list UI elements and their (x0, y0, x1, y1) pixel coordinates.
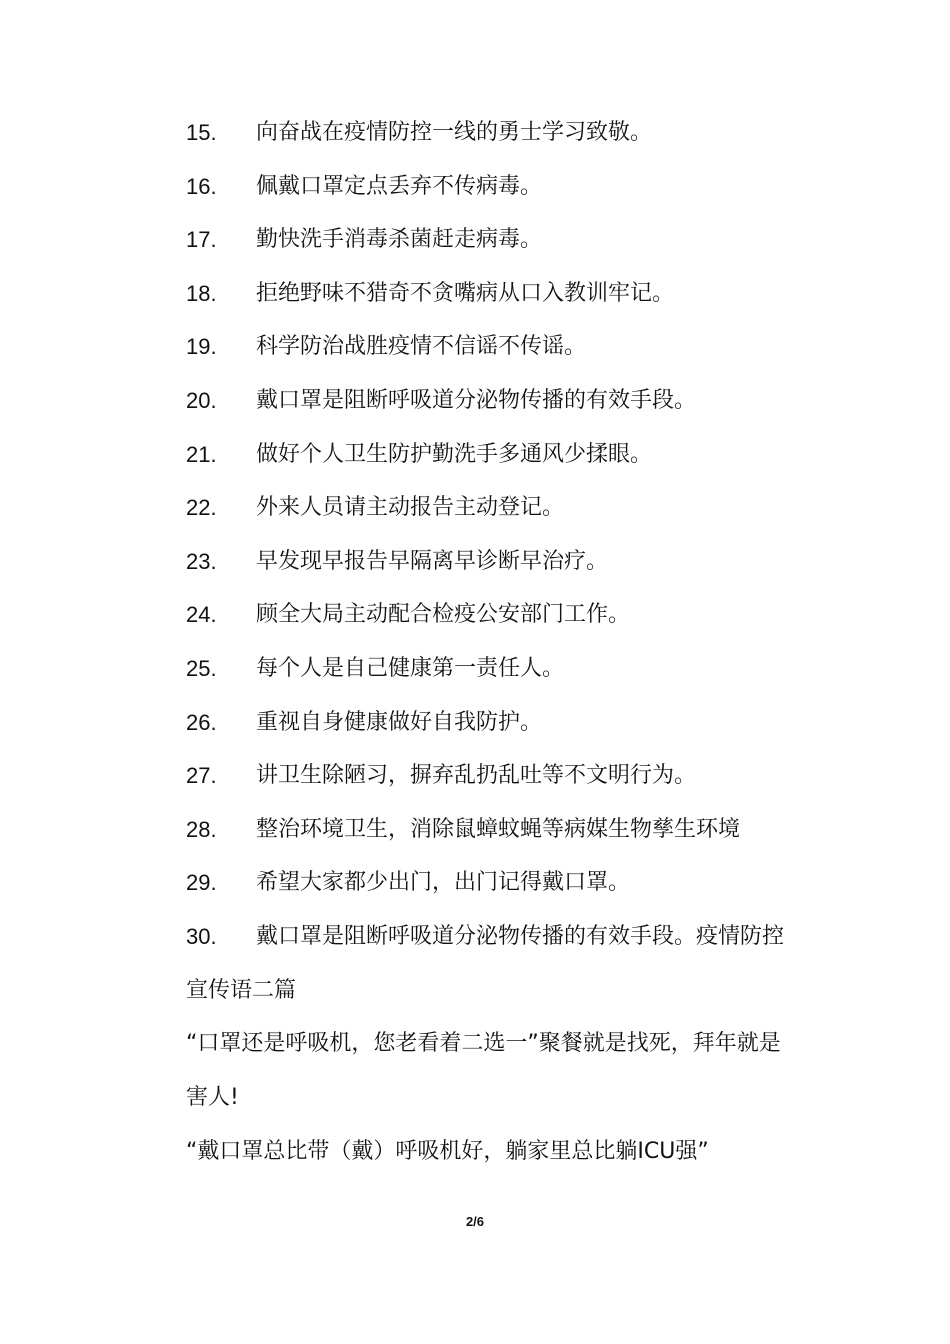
item-text: 外来人员请主动报告主动登记。 (256, 495, 565, 521)
item-number: 27. (186, 763, 217, 789)
item-number: 15. (186, 120, 217, 145)
section-heading: 宣传语二篇 (186, 978, 297, 1003)
item-number: 19. (186, 334, 217, 360)
item-number: 23. (186, 548, 217, 574)
list-item (186, 113, 846, 167)
item-text: 每个人是自己健康第一责任人。 (256, 655, 565, 681)
slogan-paragraph-continued: 害人! (186, 1085, 239, 1110)
list-item (186, 703, 846, 757)
item-text: 科学防治战胜疫情不信谣不传谣。 (256, 334, 587, 360)
list-item (186, 810, 846, 864)
slogan-paragraph: “口罩还是呼吸机，您老看着二选一”聚餐就是找死，拜年就是 (186, 1031, 781, 1056)
page-number: 2/6 (465, 1214, 485, 1229)
item-text: 佩戴口罩定点丢弃不传病毒。 (256, 173, 543, 199)
list-item (186, 649, 846, 703)
list-item (186, 327, 846, 381)
item-text: 戴口罩是阻断呼吸道分泌物传播的有效手段。 (256, 387, 697, 413)
item-text: 做好个人卫生防护勤洗手多通风少揉眼。 (256, 441, 653, 467)
item-number: 22. (186, 495, 217, 521)
list-item (186, 167, 846, 221)
item-text: 拒绝野味不猎奇不贪嘴病从口入教训牢记。 (256, 280, 675, 306)
item-number: 28. (186, 816, 217, 842)
item-text: 早发现早报告早隔离早诊断早治疗。 (256, 548, 609, 574)
list-item (186, 435, 846, 489)
item-text: 向奋战在疫情防控一线的勇士学习致敬。 (256, 120, 653, 145)
list-item (186, 274, 846, 328)
item-text: 整治环境卫生，消除鼠蟑蚊蝇等病媒生物孳生环境 (256, 816, 741, 842)
item-number: 17. (186, 227, 217, 253)
slogan-paragraph: “戴口罩总比带（戴）呼吸机好，躺家里总比躺ICU强” (186, 1139, 709, 1164)
item-text: 希望大家都少出门，出门记得戴口罩。 (256, 870, 631, 896)
item-number: 18. (186, 280, 217, 306)
item-number: 16. (186, 173, 217, 199)
list-item (186, 488, 846, 542)
item-number: 25. (186, 655, 217, 681)
item-number: 21. (186, 441, 217, 467)
item-number: 30. (186, 923, 217, 949)
item-text: 重视自身健康做好自我防护。 (256, 709, 543, 735)
item-number: 26. (186, 709, 217, 735)
item-text: 讲卫生除陋习，摒弃乱扔乱吐等不文明行为。 (256, 763, 697, 789)
item-number: 24. (186, 602, 217, 628)
list-item (186, 381, 846, 435)
list-item (186, 863, 846, 917)
item-number: 20. (186, 387, 217, 413)
list-item (186, 542, 846, 596)
list-item (186, 220, 846, 274)
item-text: 顾全大局主动配合检疫公安部门工作。 (256, 602, 631, 628)
list-item (186, 917, 846, 971)
list-item (186, 595, 846, 649)
slogan-list (186, 113, 846, 971)
item-text: 戴口罩是阻断呼吸道分泌物传播的有效手段。疫情防控 (256, 923, 785, 949)
list-item (186, 756, 846, 810)
item-text: 勤快洗手消毒杀菌赶走病毒。 (256, 227, 543, 253)
item-number: 29. (186, 870, 217, 896)
